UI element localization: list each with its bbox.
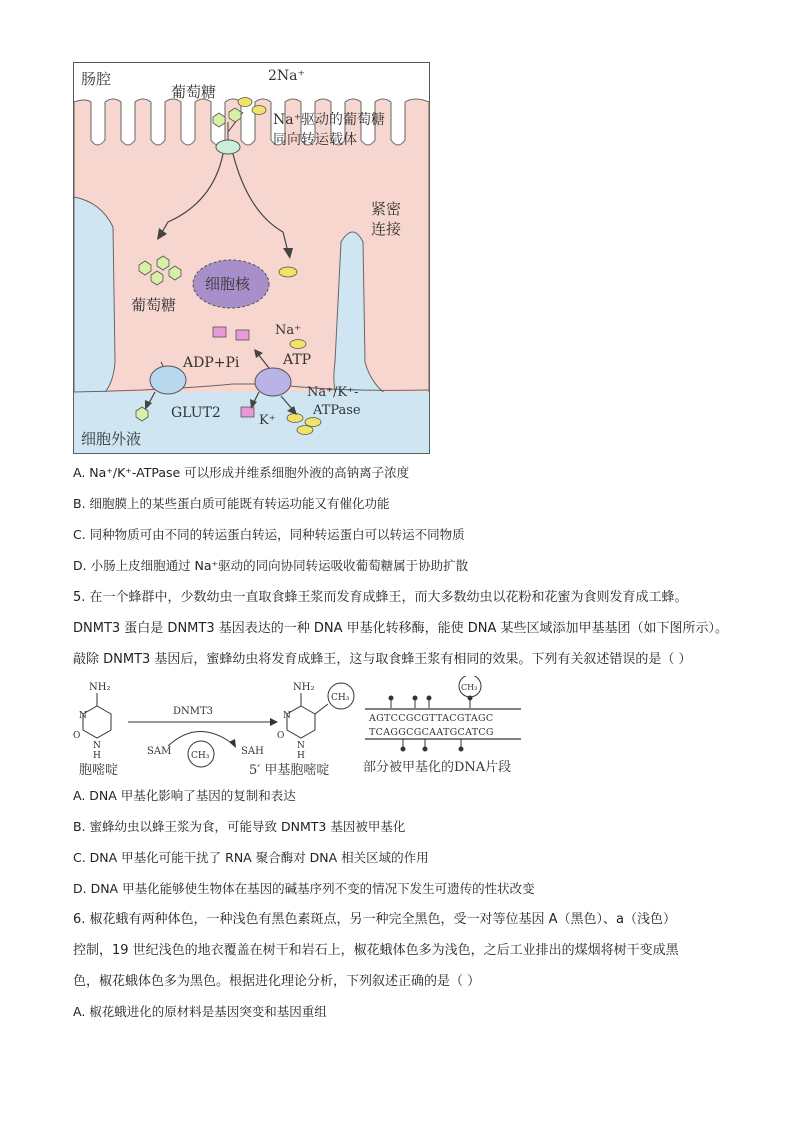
left-intercellular-space — [74, 197, 115, 407]
pump-label-2: ATPase — [313, 403, 361, 418]
svg-text:N: N — [297, 741, 305, 751]
ch3-label-product: CH₃ — [331, 693, 350, 703]
cytosine-structure — [83, 706, 111, 738]
svg-text:N: N — [79, 711, 87, 721]
q5-stem-line-1: 5. 在一个蜂群中，少数幼虫一直取食蜂王浆而发育成蜂王，而大多数幼虫以花粉和花蜜为食则发育成工蜂。 — [73, 590, 688, 605]
na-inner-label: Na⁺ — [275, 323, 301, 338]
glut2-protein — [150, 366, 186, 394]
glut2-label: GLUT2 — [171, 405, 221, 421]
svg-text:O: O — [73, 731, 81, 741]
q4-option-a: A. Na⁺/K⁺-ATPase 可以形成并维系细胞外液的高钠离子浓度 — [73, 465, 410, 480]
q5-option-b: B. 蜜蜂幼虫以蜂王浆为食，可能导致 DNMT3 基因被甲基化 — [73, 819, 406, 834]
tight-junction-label-2: 连接 — [371, 220, 402, 238]
svg-text:H: H — [93, 751, 101, 761]
lumen-label: 肠腔 — [81, 70, 112, 88]
tight-junction-label-1: 紧密 — [371, 200, 402, 218]
ch3-label-reaction: CH₃ — [191, 751, 210, 761]
extracellular-label: 细胞外液 — [81, 430, 142, 448]
svg-text:N: N — [283, 711, 291, 721]
ch3-label-dna: CH₃ — [461, 683, 478, 692]
svg-text:O: O — [277, 731, 285, 741]
nh2-left-label: NH₂ — [89, 682, 111, 693]
q4-option-c: C. 同种物质可由不同的转运蛋白转运，同种转运蛋白可以转运不同物质 — [73, 527, 465, 542]
nucleus-label: 细胞核 — [205, 275, 251, 293]
na-molecule-inner — [279, 267, 297, 277]
q4-option-d: D. 小肠上皮细胞通过 Na⁺驱动的同向协同转运吸收葡萄糖属于协助扩散 — [73, 558, 469, 573]
methylation-diagram — [73, 676, 533, 782]
sam-label: SAM — [147, 746, 172, 757]
cotransporter-label-2: 同向转运载体 — [273, 132, 357, 148]
methyl-markers-top — [389, 696, 472, 708]
glucose-inner-label: 葡萄糖 — [131, 296, 177, 314]
na-k-atpase-protein — [255, 368, 291, 396]
cotransporter-label-1: Na⁺驱动的葡萄糖 — [273, 112, 385, 128]
nh2-right-label: NH₂ — [293, 682, 315, 693]
sah-label: SAH — [241, 746, 264, 757]
q6-stem-line-3: 色，椒花蛾体色多为黑色。根据进化理论分析，下列叙述正确的是（ ） — [73, 974, 481, 989]
transport-diagram — [73, 62, 430, 454]
k-label: K⁺ — [259, 413, 276, 428]
q6-option-a: A. 椒花蛾进化的原材料是基因突变和基因重组 — [73, 1004, 327, 1019]
q5-stem-line-3: 敲除 DNMT3 基因后，蜜蜂幼虫将发育成蜂王，这与取食蜂王浆有相同的效果。下列有关叙述错误的是（ ） — [73, 652, 692, 667]
adp-label: ADP+Pi — [183, 355, 240, 371]
cytosine-caption: 胞嘧啶 — [79, 763, 119, 778]
cotransporter — [216, 140, 240, 154]
svg-text:H: H — [297, 751, 305, 761]
svg-text:N: N — [93, 741, 101, 751]
q5-stem — [73, 582, 733, 675]
q5-option-d: D. DNA 甲基化能够使生物体在基因的碱基序列不变的情况下发生可遗传的性状改变 — [73, 881, 535, 896]
q6-stem — [73, 904, 733, 997]
methyl-markers-bottom — [401, 739, 463, 751]
na2-label: 2Na⁺ — [268, 68, 305, 84]
glucose-top-label: 葡萄糖 — [171, 83, 217, 101]
q6-stem-line-1: 6. 椒花蛾有两种体色，一种浅色有黑色素斑点，另一种完全黑色，受一对等位基因 A（黑色）、a（浅色） — [73, 912, 677, 927]
q5-stem-line-2: DNMT3 蛋白是 DNMT3 基因表达的一种 DNA 甲基化转移酶，能使 DNA 某些区域添加甲基基团（如下图所示）。 — [73, 621, 729, 636]
methylcytosine-caption: 5′ 甲基胞嘧啶 — [249, 763, 330, 778]
enzyme-label: DNMT3 — [173, 706, 214, 717]
atp-label: ATP — [283, 352, 312, 368]
q4-option-b: B. 细胞膜上的某些蛋白质可能既有转运功能又有催化功能 — [73, 496, 390, 511]
pump-label-1: Na⁺/K⁺- — [307, 385, 359, 400]
q6-stem-line-2: 控制，19 世纪浅色的地衣覆盖在树干和岩石上，椒花蛾体色多为浅色，之后工业排出的煤烟将树干变成黑 — [73, 943, 679, 958]
q5-option-a: A. DNA 甲基化影响了基因的复制和表达 — [73, 788, 296, 803]
dna-top-strand: AGTCCGCGTTACGTAGC — [369, 713, 494, 724]
dna-bottom-strand: TCAGGCGCAATGCATCG — [369, 727, 494, 738]
methylcytosine-structure — [287, 704, 328, 738]
q5-option-c: C. DNA 甲基化可能干扰了 RNA 聚合酶对 DNA 相关区域的作用 — [73, 850, 429, 865]
dna-fragment-caption: 部分被甲基化的DNA片段 — [363, 760, 512, 775]
